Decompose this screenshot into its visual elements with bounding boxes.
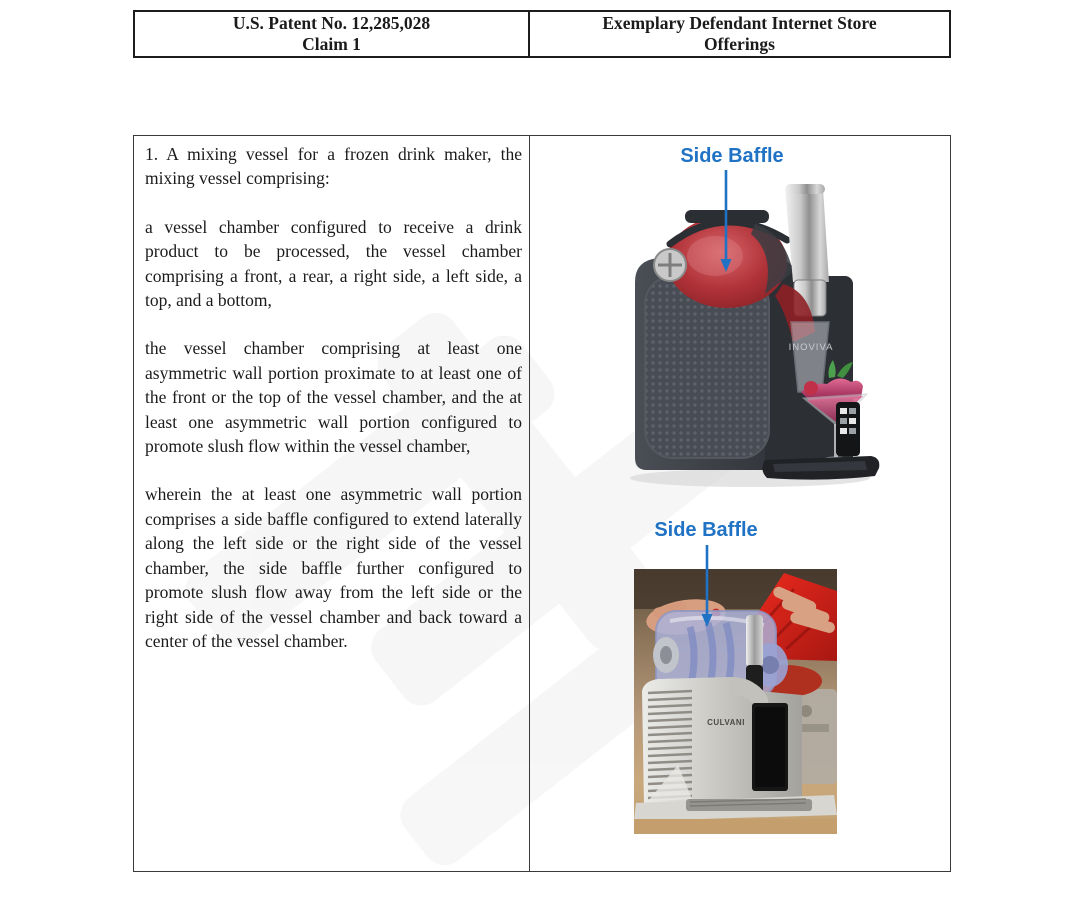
patent-number: U.S. Patent No. 12,285,028: [232, 12, 431, 33]
claim-paragraph: the vessel chamber comprising at least one asymmetric wall portion proximate to at least one of the front or the top of the vessel chamber, and the at least one asymmetric wall portion configured to promote slush flow within the vessel chamber,: [145, 338, 522, 457]
claim-paragraph: 1. A mixing vessel for a frozen drink maker, the mixing vessel comprising:: [145, 144, 522, 189]
side-baffle-arrow-icon: [699, 545, 715, 627]
brand-text-culvani: CULVANI: [707, 718, 745, 727]
claim-number: Claim 1: [302, 34, 361, 54]
brand-text-inoviva: INOVIVA: [788, 342, 834, 353]
claim-text-cell: [134, 136, 530, 871]
offerings-title-line1: Exemplary Defendant Internet Store: [602, 12, 877, 33]
header-table: [133, 10, 951, 58]
product-photo-culvani: [634, 569, 837, 834]
claim-chart-table: [133, 135, 951, 872]
offerings-cell: [530, 136, 950, 871]
side-baffle-label: Side Baffle: [654, 519, 758, 541]
header-cell-offerings: [530, 12, 949, 56]
claim-paragraph: wherein the at least one asymmetric wall portion comprises a side baffle configured to extend laterally along the left side or the right side of the vessel chamber, the side baffle further configured to promote slush flow away from the left side or the right side of the vessel chamber and back toward a center of the vessel chamber.: [145, 484, 522, 651]
side-baffle-label: Side Baffle: [680, 145, 784, 167]
header-cell-patent: [135, 12, 530, 56]
offerings-title-line2: Offerings: [704, 34, 775, 54]
claim-paragraph: a vessel chamber configured to receive a drink product to be processed, the vessel chamber comprising a front, a rear, a right side, a left side, a top, and a bottom,: [145, 216, 522, 311]
side-baffle-arrow-icon: [718, 170, 734, 272]
product-photo-inoviva: [615, 164, 885, 494]
